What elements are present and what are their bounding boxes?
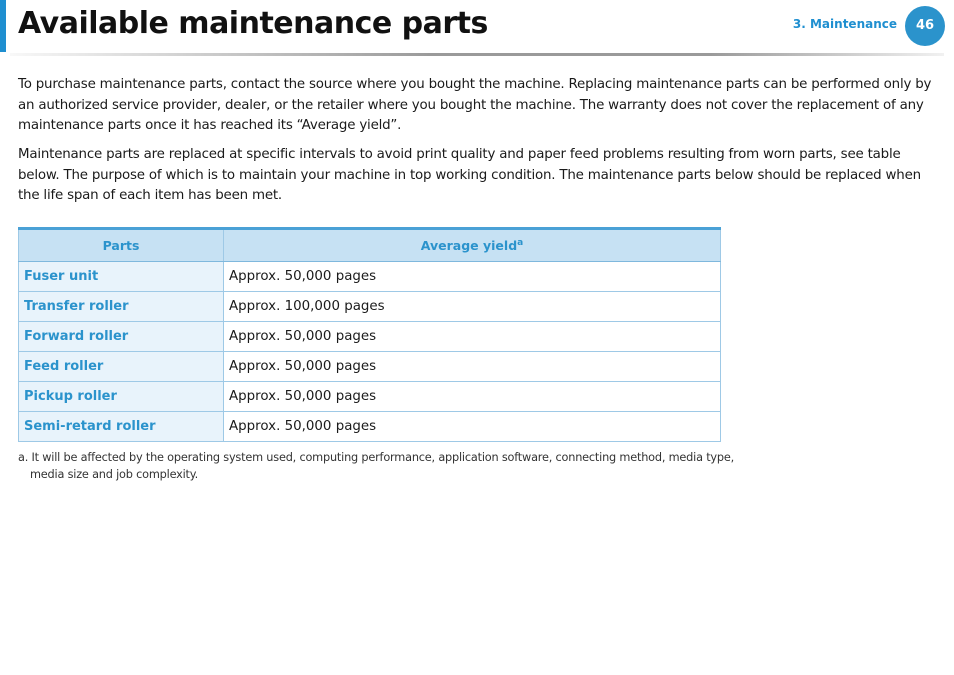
part-name-cell[interactable]: Fuser unit [19,262,224,292]
part-yield-cell: Approx. 50,000 pages [224,322,721,352]
column-header-parts-label: Parts [102,238,140,253]
table-row [19,262,721,292]
interval-paragraph: Maintenance parts are replaced at specific intervals to avoid print quality and paper feed problems resulting from worn parts, see table below. The purpose of which is to maintain your machine in top working condition. The maintenance parts below should be replaced when the life span of each item has been met. [18,147,921,203]
maintenance-parts-table [18,227,721,442]
header-accent-bar [0,0,6,52]
part-name-cell[interactable]: Transfer roller [19,292,224,322]
part-yield-cell: Approx. 50,000 pages [224,382,721,412]
footnote-marker[interactable]: a [517,238,524,248]
page-number-badge: 46 [905,6,945,46]
column-header-average-yield [224,229,721,262]
part-name-cell[interactable]: Feed roller [19,352,224,382]
table-row [19,412,721,442]
part-name-cell[interactable]: Semi-retard roller [19,412,224,442]
table-row [19,352,721,382]
part-name-cell[interactable]: Pickup roller [19,382,224,412]
table-row [19,292,721,322]
part-yield-cell: Approx. 50,000 pages [224,352,721,382]
table-footnote: a. It will be affected by the operating system used, computing performance, application software, connecting method, media type, media size and job complexity. [18,451,735,481]
page-title: Available maintenance parts [18,6,488,41]
chapter-label[interactable]: 3. Maintenance [792,17,897,31]
part-name-cell[interactable]: Forward roller [19,322,224,352]
header-divider [10,53,944,56]
part-yield-cell: Approx. 50,000 pages [224,262,721,292]
column-header-average-yield-label: Average yield [420,238,518,253]
table-header-row [19,229,721,262]
table-row [19,382,721,412]
part-yield-cell: Approx. 100,000 pages [224,292,721,322]
table-row [19,322,721,352]
column-header-parts [19,229,224,262]
intro-paragraph: To purchase maintenance parts, contact the source where you bought the machine. Replacing maintenance parts can be performed only by an authorized service provider, dealer, or the retailer where you bought the machine. The warranty does not cover the replacement of any maintenance parts once it has reached its “Average yield”. [18,77,932,133]
part-yield-cell: Approx. 50,000 pages [224,412,721,442]
